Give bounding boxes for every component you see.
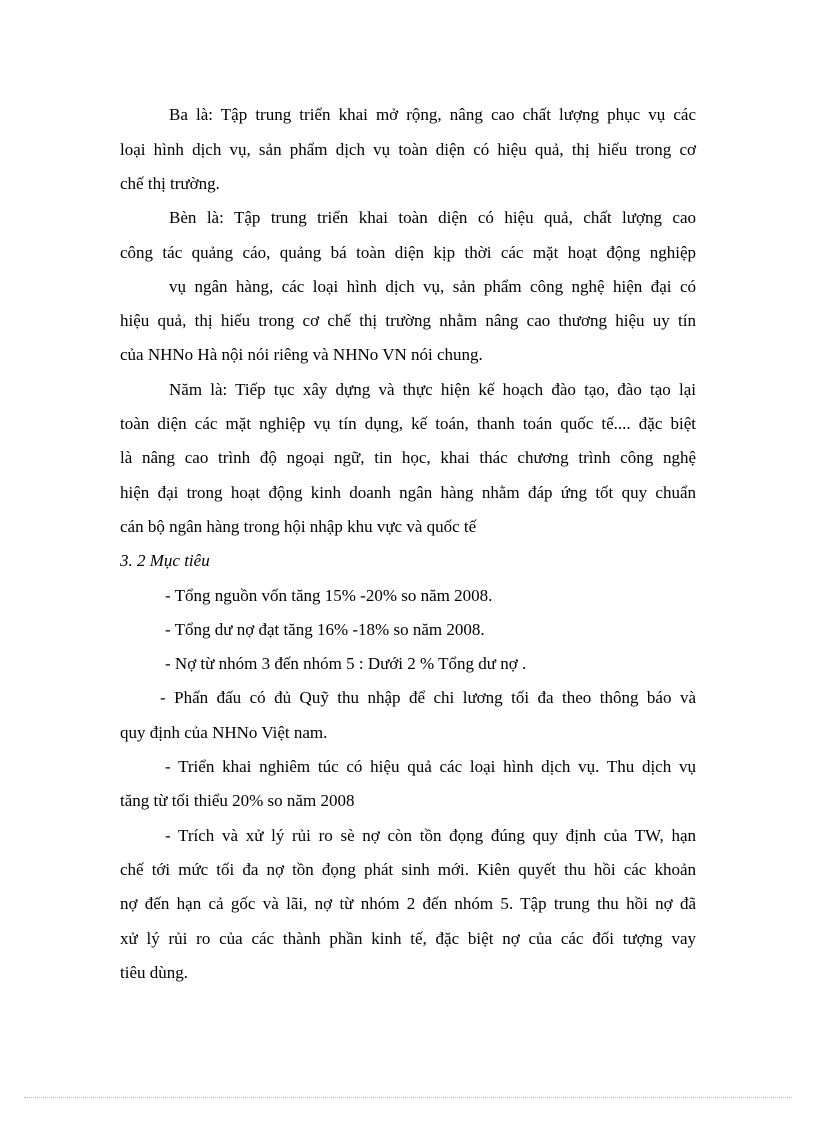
goal-item: - Tổng dư nợ đạt tăng 16% -18% so năm 2008. <box>165 620 485 639</box>
paragraph-line: công tác quảng cáo, quảng bá toàn diện kịp thời các mặt hoạt động nghiệp <box>120 243 696 262</box>
footer-divider <box>24 1097 792 1098</box>
paragraph-line: loại hình dịch vụ, sản phẩm dịch vụ toàn diện có hiệu quả, thị hiếu trong cơ <box>120 140 696 159</box>
paragraph-line: Ba là: Tập trung triển khai mở rộng, nâng cao chất lượng phục vụ các <box>169 105 696 124</box>
paragraph-line: cán bộ ngân hàng trong hội nhập khu vực và quốc tế <box>120 517 477 536</box>
goal-item-continued: chế tới mức tối đa nợ tồn đọng phát sinh mới. Kiên quyết thu hồi các khoản <box>120 860 696 879</box>
goal-item-continued: nợ đến hạn cả gốc và lãi, nợ từ nhóm 2 đến nhóm 5. Tập trung thu hồi nợ đã <box>120 894 696 913</box>
section-heading: 3. 2 Mục tiêu <box>120 551 210 570</box>
paragraph-line: hiệu quả, thị hiếu trong cơ chế thị trường nhằm nâng cao thương hiệu uy tín <box>120 311 696 330</box>
paragraph-line: hiện đại trong hoạt động kinh doanh ngân hàng nhằm đáp ứng tốt quy chuẩn <box>120 483 696 502</box>
goal-item-continued: xử lý rủi ro của các thành phần kinh tế, đặc biệt nợ của các đối tượng vay <box>120 929 696 948</box>
paragraph-line: Bèn là: Tập trung triển khai toàn diện có hiệu quả, chất lượng cao <box>169 208 696 227</box>
paragraph-line: của NHNo Hà nội nói riêng và NHNo VN nói chung. <box>120 345 483 364</box>
goal-item: - Trích và xử lý rủi ro sè nợ còn tồn đọng đúng quy định của TW, hạn <box>165 826 696 845</box>
paragraph-line: là nâng cao trình độ ngoại ngữ, tin học, khai thác chương trình công nghệ <box>120 448 696 467</box>
goal-item: - Tổng nguồn vốn tăng 15% -20% so năm 2008. <box>165 586 493 605</box>
paragraph-line: Năm là: Tiếp tục xây dựng và thực hiện kế hoạch đào tạo, đào tạo lại <box>169 380 696 399</box>
paragraph-line: toàn diện các mặt nghiệp vụ tín dụng, kế toán, thanh toán quốc tế.... đặc biệt <box>120 414 696 433</box>
goal-item-continued: quy định của NHNo Việt nam. <box>120 723 328 742</box>
goal-item-continued: tăng từ tối thiểu 20% so năm 2008 <box>120 791 355 810</box>
goal-item: - Triển khai nghiêm túc có hiệu quả các loại hình dịch vụ. Thu dịch vụ <box>165 757 696 776</box>
paragraph-line: vụ ngân hàng, các loại hình dịch vụ, sản phẩm công nghệ hiện đại có <box>169 277 696 296</box>
goal-item: - Phấn đấu có đủ Quỹ thu nhập để chi lương tối đa theo thông báo và <box>160 688 696 707</box>
paragraph-line: chế thị trường. <box>120 174 220 193</box>
goal-item-continued: tiêu dùng. <box>120 963 188 982</box>
goal-item: - Nợ từ nhóm 3 đến nhóm 5 : Dưới 2 % Tổng dư nợ . <box>165 654 527 673</box>
